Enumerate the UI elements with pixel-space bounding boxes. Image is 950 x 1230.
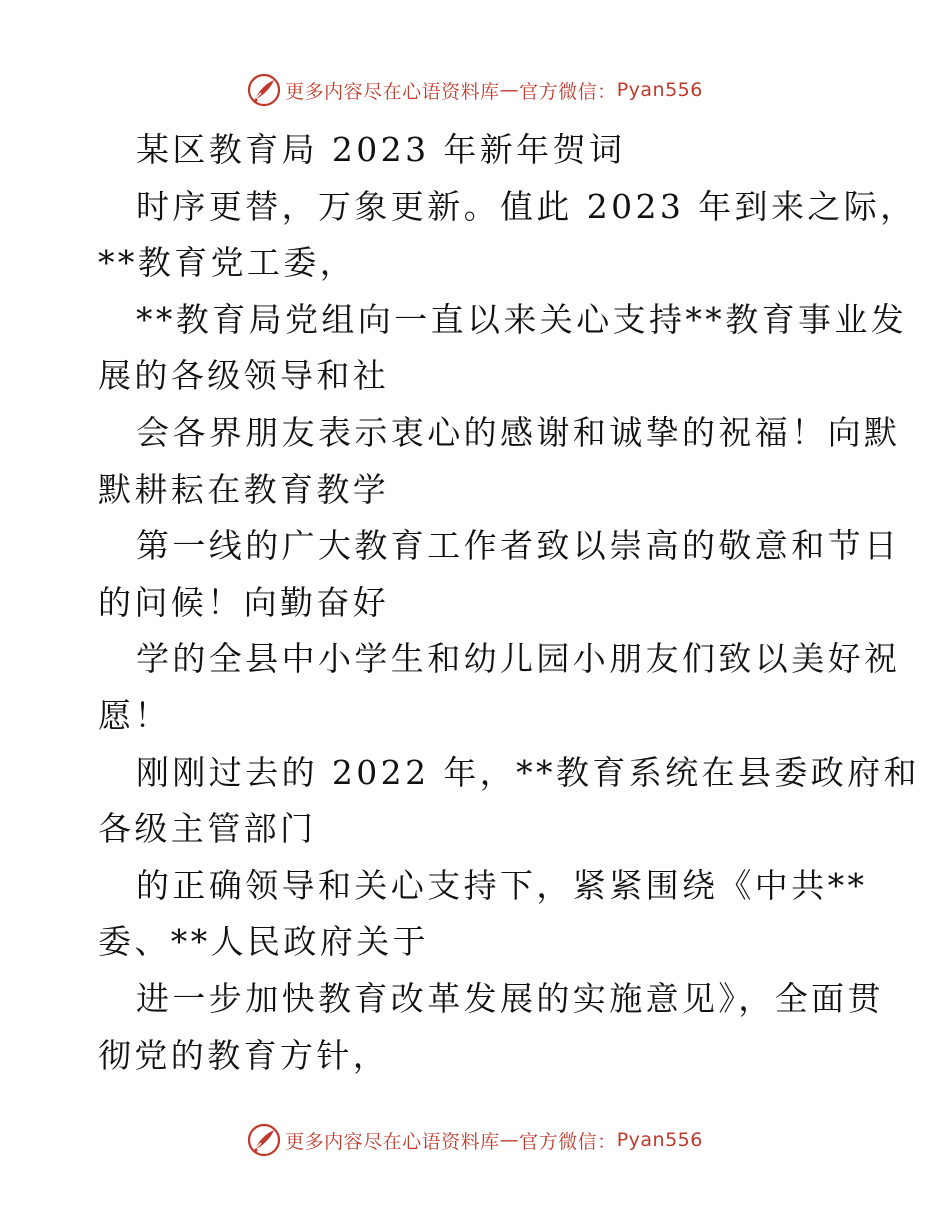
header-watermark — [0, 70, 950, 110]
text-line: **教育局党组向一直以来关心支持**教育事业发 — [136, 299, 908, 339]
text-line: 的问候！向勤奋好 — [98, 582, 390, 622]
text-line: 彻党的教育方针， — [98, 1035, 390, 1075]
text-line: 学的全县中小学生和幼儿园小朋友们致以美好祝 — [136, 639, 901, 679]
text-line: 时序更替，万象更新。值此 2023 年到来之际， — [136, 186, 917, 226]
text-line: 进一步加快教育改革发展的实施意见》，全面贯 — [136, 978, 884, 1018]
text-line: 展的各级领导和社 — [98, 356, 390, 396]
text-line: 各级主管部门 — [98, 809, 317, 849]
text-line: 的正确领导和关心支持下，紧紧围绕《中共** — [136, 865, 868, 905]
quill-pen-logo-icon — [247, 1123, 281, 1157]
text-line: 默耕耘在教育教学 — [98, 469, 390, 509]
text-line: 愿！ — [98, 695, 171, 735]
footer-watermark — [0, 1120, 950, 1160]
text-line: 刚刚过去的 2022 年，**教育系统在县委政府和 — [136, 752, 920, 792]
text-line: 委、**人民政府关于 — [98, 922, 429, 962]
quill-pen-logo-icon — [247, 73, 281, 107]
document-title: 某区教育局 2023 年新年贺词 — [136, 130, 626, 169]
watermark-main-text: 更多内容尽在心语资料库 — [285, 1130, 500, 1153]
watermark-official-label: 官方微信： — [519, 80, 617, 103]
document-body — [98, 122, 920, 1084]
watermark-dash: — — [499, 79, 520, 101]
text-line: **教育党工委， — [98, 243, 357, 283]
watermark-wechat-id: Pyan556 — [616, 79, 703, 101]
watermark-main-text: 更多内容尽在心语资料库 — [285, 80, 500, 103]
watermark-dash: — — [499, 1129, 520, 1151]
watermark-official-label: 官方微信： — [519, 1130, 617, 1153]
text-line: 第一线的广大教育工作者致以崇高的敬意和节日 — [136, 526, 901, 566]
text-line: 会各界朋友表示衷心的感谢和诚挚的祝福！向默 — [136, 412, 901, 452]
watermark-wechat-id: Pyan556 — [616, 1129, 703, 1151]
